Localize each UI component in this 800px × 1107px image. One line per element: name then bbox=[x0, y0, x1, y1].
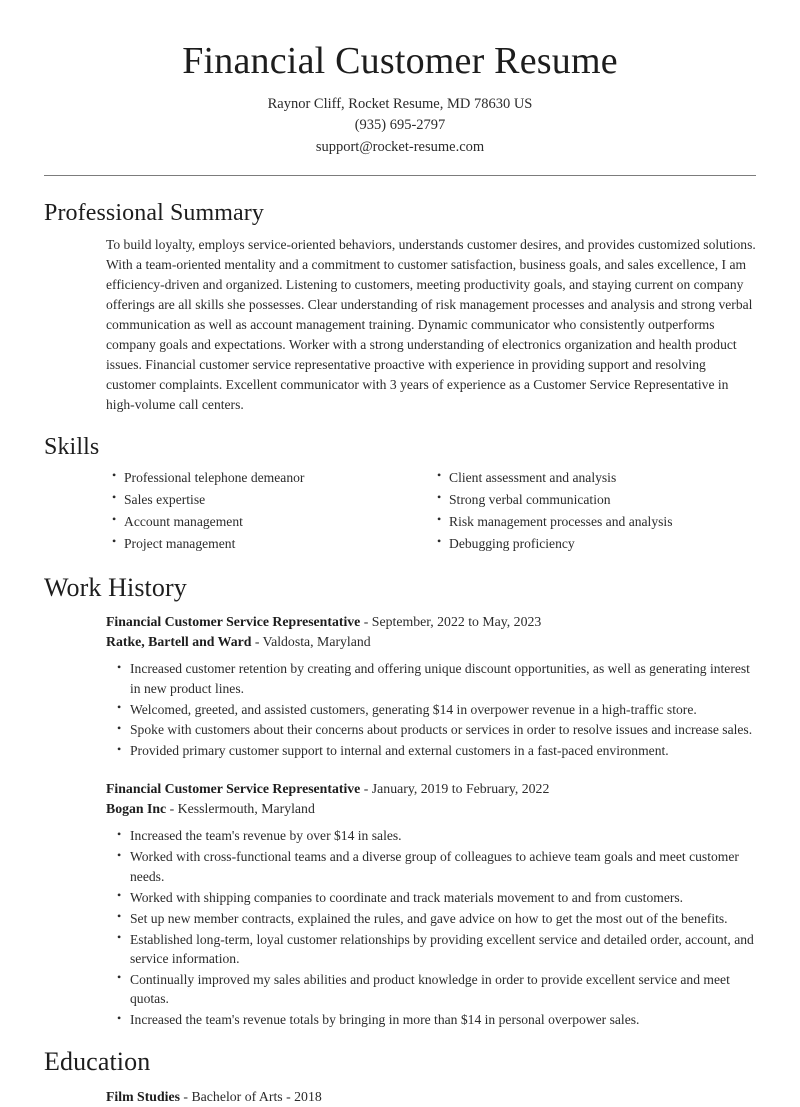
job-company-line bbox=[106, 799, 756, 819]
list-item: • Worked with cross-functional teams and a diverse group of colleagues to achieve team goals and meet customer needs. bbox=[130, 847, 756, 887]
work-history-entry bbox=[106, 779, 756, 1031]
header-divider bbox=[44, 175, 756, 176]
list-item: • Account management bbox=[124, 513, 431, 535]
job-company: Ratke, Bartell and Ward bbox=[106, 634, 252, 650]
list-item: • Set up new member contracts, explained the rules, and gave advice on how to get the most out of the benefits. bbox=[130, 909, 756, 930]
contact-address: Raynor Cliff, Rocket Resume, MD 78630 US bbox=[267, 96, 533, 113]
job-company-line bbox=[106, 632, 756, 652]
list-item: • Increased customer retention by creating and offering unique discount opportunities, as well as generating interest in new product lines. bbox=[130, 659, 756, 699]
summary-text: To build loyalty, employs service-oriented behaviors, understands customer desires, and provides customized solutions. With a team-oriented mentality and a commitment to customer satisfaction, business goals, and sales excellence, I am efficiency-driven and organized. Listening to customers, meeting productivity goals, and staying current on company offerings are all skills she possesses. Clear understanding of risk management processes and analysis and strong verbal communication as well as account management training. Dynamic communicator who consistently outperforms company goals and expectations. Worker with a strong understanding of electronics organization and health product issues. Financial customer service representative proactive with experience in providing support and resolving customer complaints. Excellent communicator with 3 years of experience as a Customer Service Representative in high-volume call centers. bbox=[106, 237, 756, 412]
education-field: Film Studies bbox=[106, 1088, 180, 1104]
education-line bbox=[106, 1087, 756, 1107]
job-location: - Kesslermouth, Maryland bbox=[166, 801, 315, 817]
job-responsibilities bbox=[106, 826, 756, 1031]
skills-column-right bbox=[431, 469, 756, 557]
list-item: • Provided primary customer support to internal and external customers in a fast-paced environment. bbox=[130, 741, 756, 762]
list-item: • Spoke with customers about their concerns about products or services in order to resolve issues and increase sales. bbox=[130, 720, 756, 741]
skills-list-left bbox=[106, 469, 431, 557]
section-heading-work-history: Work History bbox=[44, 572, 187, 602]
list-item: • Client assessment and analysis bbox=[449, 469, 756, 491]
list-item: • Worked with shipping companies to coordinate and track materials movement to and from customers. bbox=[130, 888, 756, 909]
professional-summary-section bbox=[0, 198, 800, 414]
job-responsibilities bbox=[106, 659, 756, 762]
list-item: • Debugging proficiency bbox=[449, 535, 756, 557]
job-location: - Valdosta, Maryland bbox=[251, 634, 371, 650]
list-item: • Sales expertise bbox=[124, 491, 431, 513]
contact-phone: (935) 695-2797 bbox=[354, 117, 446, 134]
contact-info bbox=[0, 94, 800, 158]
section-heading-education: Education bbox=[44, 1047, 151, 1077]
job-company: Bogan Inc bbox=[106, 801, 167, 817]
job-title-line bbox=[106, 612, 756, 632]
job-title-line bbox=[106, 779, 756, 799]
work-history-section bbox=[0, 572, 800, 1032]
list-item: • Increased the team's revenue by over $14 in sales. bbox=[130, 826, 756, 847]
skills-section bbox=[0, 432, 800, 557]
job-dates: - September, 2022 to May, 2023 bbox=[360, 614, 542, 630]
section-heading-summary: Professional Summary bbox=[44, 200, 264, 227]
job-dates: - January, 2019 to February, 2022 bbox=[360, 781, 550, 797]
education-detail: - Bachelor of Arts - 2018 bbox=[179, 1088, 322, 1104]
list-item: • Continually improved my sales abilities and product knowledge in order to provide excellent service and meet quotas. bbox=[130, 970, 756, 1010]
education-entry bbox=[106, 1087, 756, 1107]
list-item: • Project management bbox=[124, 535, 431, 557]
education-section bbox=[0, 1046, 800, 1107]
list-item: • Increased the team's revenue totals by bringing in more than $14 in personal overpower sales. bbox=[130, 1010, 756, 1031]
contact-email: support@rocket-resume.com bbox=[315, 138, 485, 155]
section-heading-skills: Skills bbox=[44, 433, 100, 460]
list-item: • Professional telephone demeanor bbox=[124, 469, 431, 491]
list-item: • Welcomed, greeted, and assisted customers, generating $14 in overpower revenue in a high-traffic store. bbox=[130, 700, 756, 721]
job-title: Financial Customer Service Representative bbox=[106, 614, 361, 630]
skills-columns bbox=[106, 469, 756, 557]
skills-column-left bbox=[106, 469, 431, 557]
job-title: Financial Customer Service Representative bbox=[106, 781, 361, 797]
list-item: • Risk management processes and analysis bbox=[449, 513, 756, 535]
resume-header bbox=[0, 0, 800, 176]
skills-list-right bbox=[431, 469, 756, 557]
work-history-entry bbox=[106, 612, 756, 762]
page-title: Financial Customer Resume bbox=[182, 40, 618, 82]
list-item: • Established long-term, loyal customer relationships by providing excellent service and detailed order, account, and service information. bbox=[130, 930, 756, 970]
list-item: • Strong verbal communication bbox=[449, 491, 756, 513]
